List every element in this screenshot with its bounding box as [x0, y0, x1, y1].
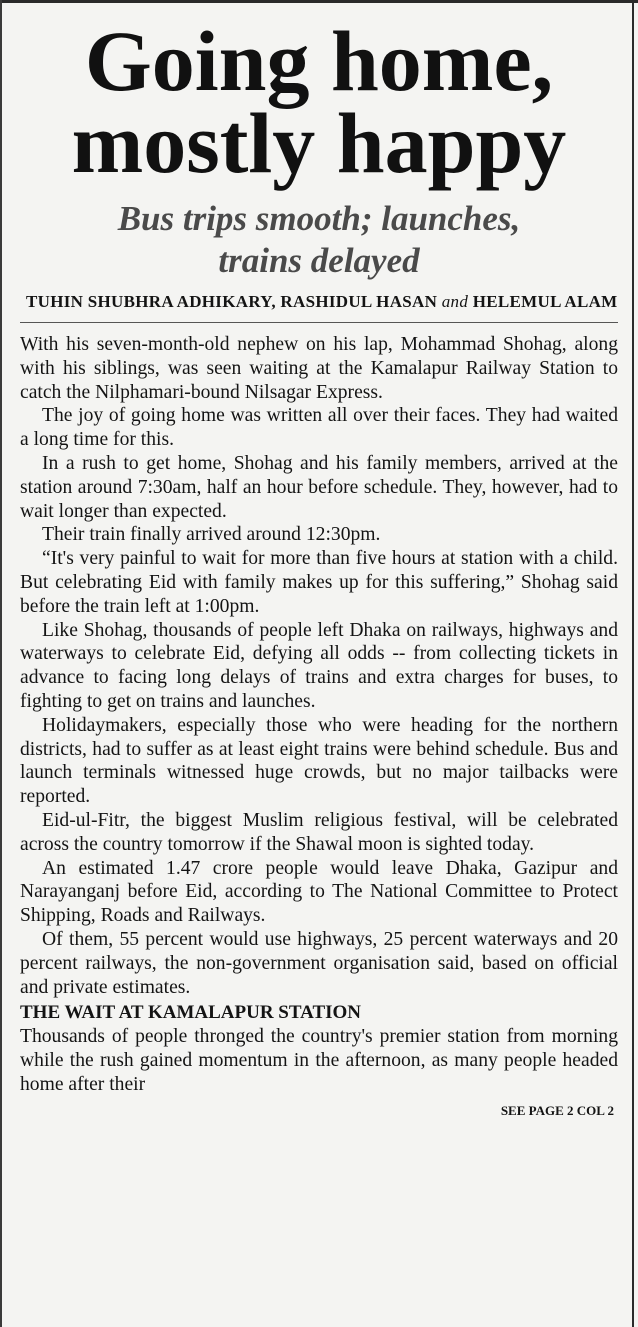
- paragraph: An estimated 1.47 crore people would leave Dhaka, Gazipur and Narayanganj before Eid, according to The National Committee to Protect Shipping, Roads and Railways.: [20, 857, 618, 927]
- byline: [20, 292, 618, 312]
- byline-and: and: [441, 292, 469, 311]
- news-article: [20, 0, 618, 1122]
- subheadline: [20, 198, 618, 282]
- section-heading: THE WAIT AT KAMALAPUR STATION: [20, 1002, 362, 1024]
- paragraph: Of them, 55 percent would use highways, 25 percent waterways and 20 percent railways, the non-government organisation said, based on official and private estimates.: [20, 928, 618, 998]
- subheadline-line-1: Bus trips smooth; launches,: [117, 199, 521, 238]
- headline: [20, 13, 618, 191]
- paragraph: “It's very painful to wait for more than five hours at station with a child. But celebrating Eid with family makes up for this suffering,” Shohag said before the train left at 1:00pm.: [20, 548, 618, 617]
- paragraph: The joy of going home was written all over their faces. They had waited a long time for this.: [20, 405, 618, 451]
- byline-divider: [20, 322, 618, 323]
- paragraph: Thousands of people thronged the country's premier station from morning while the rush gained momentum in the afternoon, as many people headed home after their: [20, 1026, 618, 1095]
- paragraph: In a rush to get home, Shohag and his family members, arrived at the station around 7:30am, half an hour before schedule. They, however, had to wait longer than expected.: [20, 452, 618, 522]
- headline-line-1: Going home,: [84, 13, 554, 109]
- byline-authors-1: TUHIN SHUBHRA ADHIKARY, RASHIDUL HASAN: [26, 292, 438, 311]
- paragraph: Like Shohag, thousands of people left Dhaka on railways, highways and waterways to celebrate Eid, defying all odds -- from collecting tickets in advance to facing long delays of trains and extra charges for buses, to fighting to get on trains and launches.: [20, 619, 618, 712]
- paragraph: Holidaymakers, especially those who were heading for the northern districts, had to suffer as at least eight trains were behind schedule. Bus and launch terminals witnessed huge crowds, but no major tailbacks were reported.: [20, 714, 618, 808]
- article-body: [20, 333, 618, 1122]
- subheadline-line-2: trains delayed: [218, 241, 420, 280]
- paragraph: Their train finally arrived around 12:30pm.: [42, 524, 381, 546]
- continuation-note: SEE PAGE 2 COL 2: [500, 1102, 614, 1118]
- paragraph: Eid-ul-Fitr, the biggest Muslim religious festival, will be celebrated across the country tomorrow if the Shawal moon is sighted today.: [20, 809, 618, 855]
- paragraph: With his seven-month-old nephew on his lap, Mohammad Shohag, along with his siblings, was seen waiting at the Kamalapur Railway Station to catch the Nilphamari-bound Nilsagar Express.: [20, 334, 618, 403]
- column-rule: [632, 0, 634, 1327]
- left-border: [0, 0, 2, 1327]
- headline-line-2: mostly happy: [71, 95, 567, 191]
- byline-authors-2: HELEMUL ALAM: [472, 292, 618, 311]
